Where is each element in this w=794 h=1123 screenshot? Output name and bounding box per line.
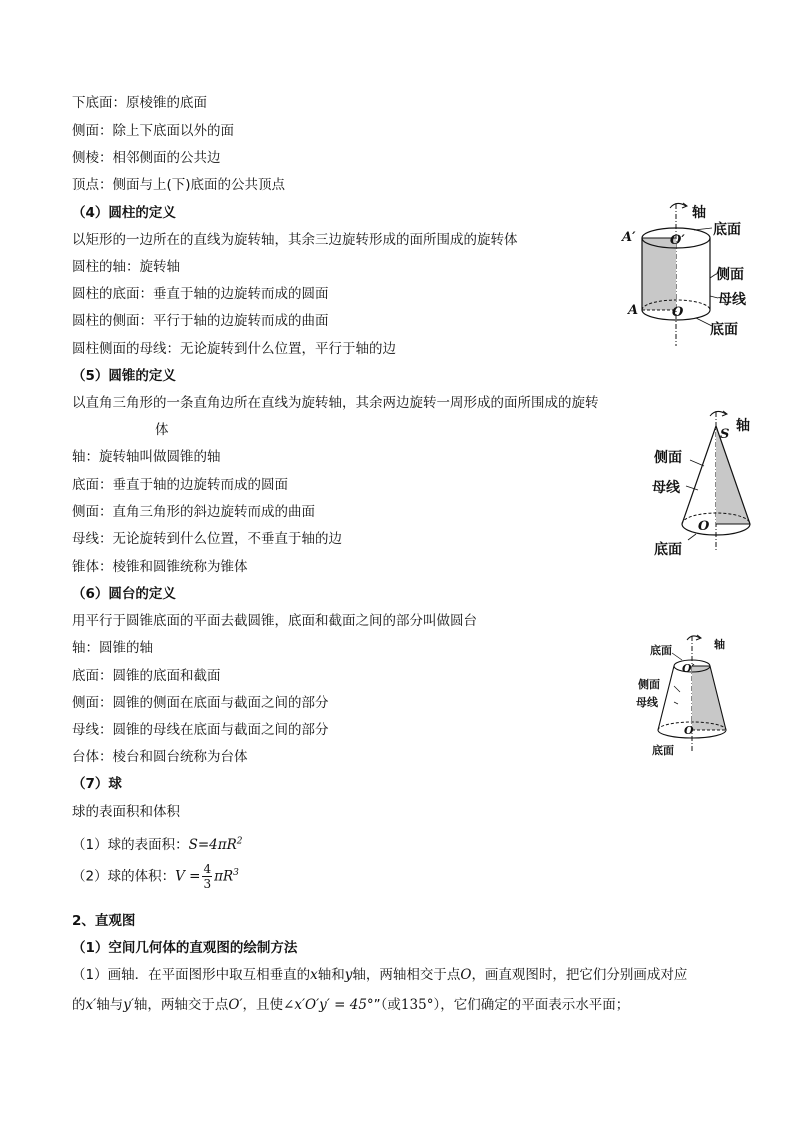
text-line: 侧棱：相邻侧面的公共边 bbox=[72, 150, 221, 166]
section-heading: （6）圆台的定义 bbox=[72, 586, 176, 602]
text-line: 轴：旋转轴叫做圆锥的轴 bbox=[72, 449, 221, 465]
leader-line bbox=[688, 534, 696, 540]
leader-line bbox=[694, 228, 712, 230]
text-span: 的 bbox=[72, 997, 86, 1013]
label-apex-S: S bbox=[720, 427, 730, 442]
leader-line bbox=[674, 686, 680, 692]
text-span: ”（或 bbox=[373, 997, 401, 1013]
fraction bbox=[202, 862, 212, 891]
label-base: 底面 bbox=[654, 542, 682, 558]
label-point-O-prime: O′ bbox=[682, 662, 695, 675]
math-expression: 135° bbox=[400, 997, 434, 1013]
sphere-surface-formula bbox=[72, 833, 243, 853]
label-axis: 轴 bbox=[736, 418, 750, 434]
formula-exponent: 3 bbox=[233, 868, 239, 878]
math-symbol: y bbox=[344, 967, 353, 983]
label-point-A-prime: A′ bbox=[622, 230, 636, 245]
frustum-side-left bbox=[658, 666, 674, 730]
math-symbol: x bbox=[310, 967, 318, 983]
math-symbol: y′ bbox=[123, 997, 134, 1013]
formula-expr: πR bbox=[214, 868, 234, 885]
text-line: 锥体：棱锥和圆锥统称为锥体 bbox=[72, 559, 248, 575]
label-generatrix: 母线 bbox=[718, 292, 746, 308]
section-heading: （4）圆柱的定义 bbox=[72, 205, 176, 221]
formula-label: （1）球的表面积： bbox=[72, 837, 189, 853]
text-span: 轴，两轴相交于点 bbox=[352, 967, 461, 983]
text-line: 以矩形的一边所在的直线为旋转轴，其余三边旋转形成的面所围成的旋转体 bbox=[72, 232, 518, 248]
text-line: 圆柱侧面的母线：无论旋转到什么位置，平行于轴的边 bbox=[72, 341, 396, 357]
cylinder-figure bbox=[620, 196, 760, 348]
formula-exponent: 2 bbox=[236, 836, 243, 847]
text-line: 以直角三角形的一条直角边所在直线为旋转轴，其余两边旋转一周形成的面所围成的旋转 bbox=[72, 395, 599, 411]
label-generatrix: 母线 bbox=[636, 696, 658, 709]
label-top-base: 底面 bbox=[650, 644, 672, 657]
label-center-O: O bbox=[698, 519, 710, 534]
section-heading: （1）空间几何体的直观图的绘制方法 bbox=[72, 940, 298, 956]
text-span: ，且使 bbox=[242, 997, 284, 1013]
label-point-O: O bbox=[684, 724, 694, 737]
cone-figure bbox=[640, 404, 768, 564]
text-line: 底面：垂直于轴的边旋转而成的圆面 bbox=[72, 477, 288, 493]
leader-line bbox=[686, 486, 698, 490]
shaded-rectangle bbox=[642, 238, 676, 310]
text-line: 侧面：圆锥的侧面在底面与截面之间的部分 bbox=[72, 695, 329, 711]
text-line: 母线：无论旋转到什么位置，不垂直于轴的边 bbox=[72, 531, 342, 547]
math-symbol: O′ bbox=[228, 997, 243, 1013]
text-line: 下底面：原棱锥的底面 bbox=[72, 95, 207, 111]
text-line: 轴：圆锥的轴 bbox=[72, 640, 153, 656]
text-span: 轴和 bbox=[317, 967, 345, 983]
leader-line bbox=[690, 460, 704, 466]
frustum-figure bbox=[630, 628, 750, 766]
text-line: 底面：圆锥的底面和截面 bbox=[72, 668, 221, 684]
section-heading: 2、直观图 bbox=[72, 913, 136, 929]
leader-line bbox=[674, 702, 678, 704]
formula-expr: S=4πR bbox=[188, 837, 237, 853]
label-lateral-surface: 侧面 bbox=[716, 267, 744, 283]
text-line bbox=[72, 996, 629, 1014]
label-axis: 轴 bbox=[714, 638, 725, 651]
text-line: 侧面：除上下底面以外的面 bbox=[72, 123, 234, 139]
text-line: 球的表面积和体积 bbox=[72, 804, 180, 820]
cone-side-left bbox=[682, 426, 716, 524]
text-line: 圆柱的侧面：平行于轴的边旋转而成的曲面 bbox=[72, 313, 329, 329]
sphere-volume-formula bbox=[72, 862, 239, 891]
text-line: 用平行于圆锥底面的平面去截圆锥，底面和截面之间的部分叫做圆台 bbox=[72, 613, 477, 629]
text-line: 圆柱的底面：垂直于轴的边旋转而成的圆面 bbox=[72, 286, 329, 302]
text-span: 轴，两轴交于点 bbox=[133, 997, 229, 1013]
formula-var: V = bbox=[175, 868, 201, 885]
label-point-A: A bbox=[628, 303, 639, 318]
label-axis: 轴 bbox=[692, 205, 706, 221]
label-generatrix: 母线 bbox=[652, 480, 680, 496]
math-symbol: O bbox=[460, 967, 472, 983]
text-span: 轴与 bbox=[96, 997, 124, 1013]
section-heading: （5）圆锥的定义 bbox=[72, 368, 176, 384]
label-bottom-base: 底面 bbox=[710, 322, 738, 338]
text-line: 圆柱的轴：旋转轴 bbox=[72, 259, 180, 275]
text-line: 母线：圆锥的母线在底面与截面之间的部分 bbox=[72, 722, 329, 738]
text-line: 顶点：侧面与上(下)底面的公共顶点 bbox=[72, 177, 286, 193]
math-expression: ∠x′O′y′ = 45° bbox=[283, 997, 374, 1013]
label-lateral-surface: 侧面 bbox=[654, 450, 682, 466]
fraction-denominator: 3 bbox=[203, 877, 212, 891]
leader-line bbox=[672, 653, 682, 660]
label-point-O-prime: O′ bbox=[670, 233, 685, 248]
label-lateral-surface: 侧面 bbox=[638, 678, 660, 691]
formula-label: （2）球的体积： bbox=[72, 868, 176, 885]
leader-line bbox=[710, 296, 718, 298]
text-span: ），它们确定的平面表示水平面； bbox=[433, 997, 630, 1013]
math-symbol: x′ bbox=[85, 997, 97, 1013]
fraction-numerator: 4 bbox=[203, 862, 212, 876]
text-line: 台体：棱台和圆台统称为台体 bbox=[72, 749, 248, 765]
text-line: 侧面：直角三角形的斜边旋转而成的曲面 bbox=[72, 504, 315, 520]
text-line bbox=[72, 966, 687, 984]
text-span: ，画直观图时，把它们分别画成对应 bbox=[471, 967, 688, 983]
text-line: 体 bbox=[155, 422, 169, 438]
label-bottom-base: 底面 bbox=[652, 744, 674, 757]
label-top-base: 底面 bbox=[713, 222, 741, 238]
text-span: （1）画轴．在平面图形中取互相垂直的 bbox=[72, 967, 311, 983]
shaded-trapezoid bbox=[692, 666, 726, 730]
section-heading: （7）球 bbox=[72, 776, 122, 792]
label-point-O: O bbox=[672, 305, 684, 320]
